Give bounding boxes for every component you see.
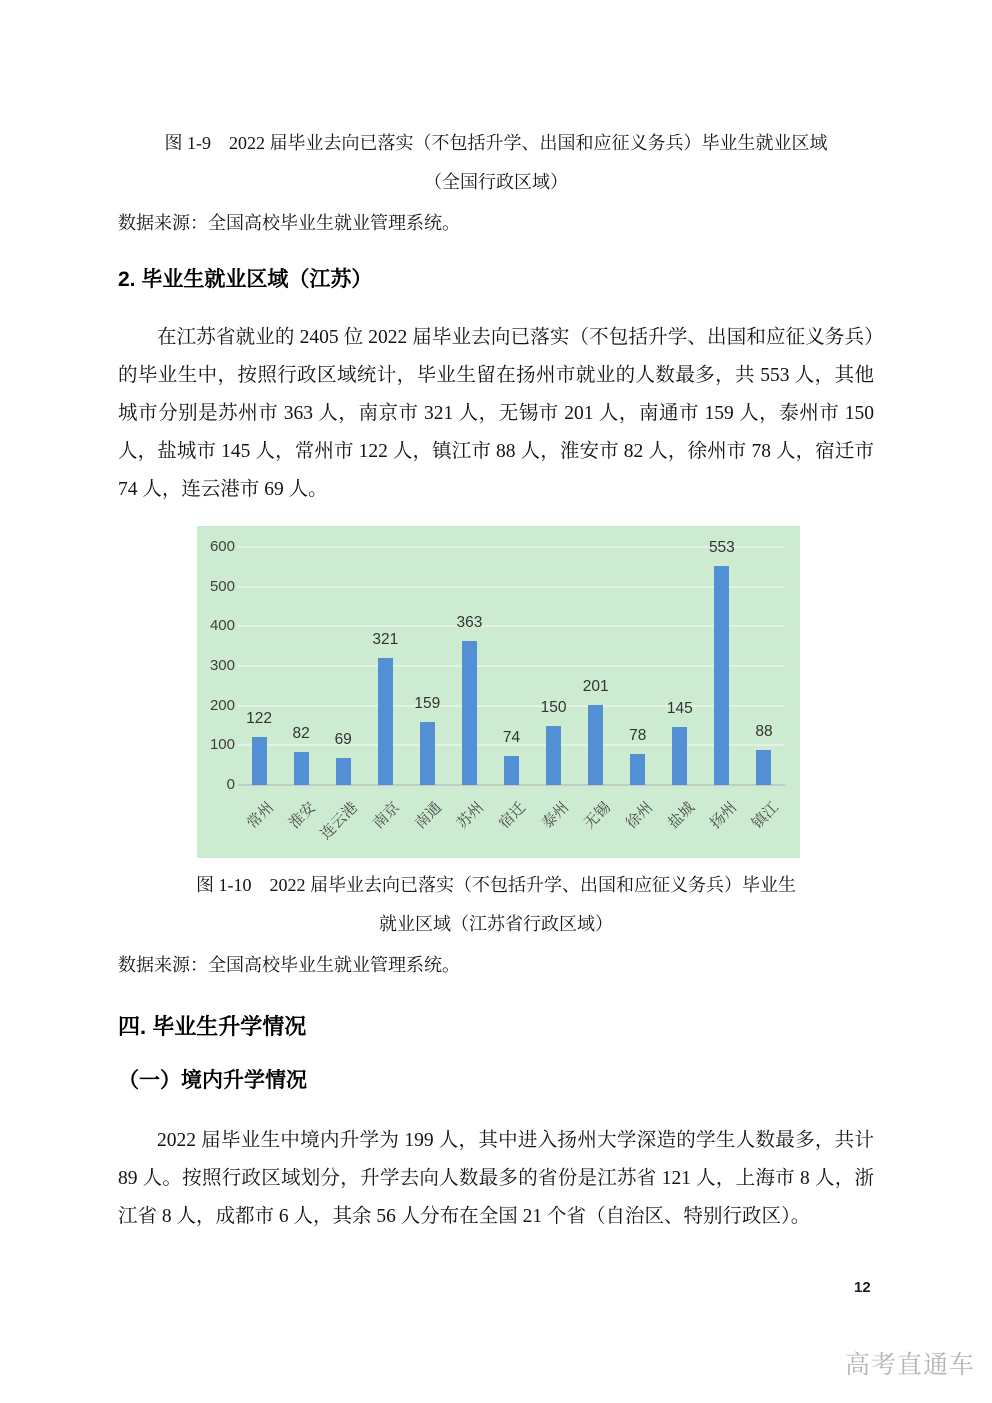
x-category-label: 宿迁 (496, 799, 530, 833)
bar (714, 566, 729, 785)
x-category-label: 连云港 (317, 799, 362, 843)
bar (546, 726, 561, 786)
bar-value-label: 82 (292, 725, 310, 743)
x-category-label: 扬州 (706, 799, 740, 833)
bar (630, 754, 645, 785)
x-category-label: 淮安 (285, 799, 320, 833)
x-category-label: 苏州 (454, 799, 488, 833)
page-number: 12 (854, 1279, 871, 1296)
bar-value-label: 145 (666, 700, 693, 718)
figure-1-10-caption-line2: 就业区域（江苏省行政区域） (379, 914, 613, 934)
figure-1-9-caption-line1: 图 1-9 2022 届毕业去向已落实（不包括升学、出国和应征义务兵）毕业生就业区域 (164, 133, 828, 153)
y-gridline (238, 586, 785, 588)
bar (504, 756, 519, 785)
figure-1-9-caption-line2: （全国行政区域） (424, 172, 568, 192)
y-tick-label: 100 (209, 736, 235, 754)
x-category-label: 无锡 (580, 799, 614, 833)
bar-value-label: 553 (708, 538, 735, 556)
jiangsu-employment-bar-chart (197, 526, 800, 858)
x-category-label: 泰州 (538, 799, 572, 833)
bar (336, 758, 351, 785)
bar-value-label: 321 (372, 630, 399, 648)
x-category-label: 镇江 (748, 799, 782, 833)
bar-value-label: 363 (456, 614, 483, 631)
x-category-label: 盐城 (664, 799, 698, 833)
bar (252, 737, 267, 785)
bar-value-label: 69 (334, 730, 352, 748)
bar-value-label: 150 (540, 698, 567, 716)
y-tick-label: 0 (226, 776, 235, 793)
bar (462, 641, 477, 785)
bar (672, 727, 687, 785)
bar-value-label: 78 (629, 727, 647, 745)
bar (378, 658, 393, 785)
figure-1-10-caption-line1: 图 1-10 2022 届毕业去向已落实（不包括升学、出国和应征义务兵）毕业生 (196, 875, 796, 895)
y-gridline (238, 665, 785, 667)
x-category-label: 南通 (412, 799, 446, 833)
bar-value-label: 88 (755, 723, 773, 741)
figure-1-10-caption (118, 866, 874, 944)
section-heading-further-study: 四. 毕业生升学情况 (118, 1014, 307, 1039)
domestic-study-paragraph: 2022 届毕业生中境内升学为 199 人，其中进入扬州大学深造的学生人数最多，共计 89 人。按照行政区域划分，升学去向人数最多的省份是江苏省 121 人，上海市 8 人，浙江省 8 人，成都市 6 人，其余 56 人分布在全国 21 个省（自治区、特别行政区）。 (118, 1130, 874, 1227)
section-heading-employment-region-jiangsu: 2. 毕业生就业区域（江苏） (118, 268, 373, 291)
bar (756, 750, 771, 785)
bar (294, 752, 309, 785)
bar-value-label: 74 (502, 728, 521, 746)
x-category-label: 徐州 (622, 799, 656, 833)
y-gridline (238, 625, 785, 627)
watermark-gaokao-zhitongche: 高考直通车 (845, 1351, 976, 1379)
bar-value-label: 159 (414, 694, 441, 712)
y-tick-label: 500 (209, 577, 235, 595)
x-category-label: 常州 (243, 799, 278, 833)
y-tick-label: 200 (209, 696, 235, 714)
figure-1-9-caption (118, 124, 874, 202)
y-tick-label: 300 (209, 657, 235, 674)
subsection-heading-domestic-study: （一）境内升学情况 (118, 1069, 307, 1092)
x-category-label: 南京 (370, 799, 404, 833)
bar-value-label: 201 (582, 678, 609, 696)
data-source-note-top: 数据来源：全国高校毕业生就业管理系统。 (118, 213, 460, 233)
bar (420, 722, 435, 785)
data-source-note-bottom: 数据来源：全国高校毕业生就业管理系统。 (118, 955, 460, 975)
y-tick-label: 400 (209, 617, 235, 635)
bar-value-label: 122 (246, 709, 272, 727)
y-tick-label: 600 (209, 538, 235, 555)
employment-region-paragraph: 在江苏省就业的 2405 位 2022 届毕业去向已落实（不包括升学、出国和应征义务兵）的毕业生中，按照行政区域统计，毕业生留在扬州市就业的人数最多，共 553 人，其他城市分别是苏州市 363 人，南京市 321 人，无锡市 201 人，南通市 159 人，泰州市 150 人，盐城市 145 人，常州市 122 人，镇江市 88 人，淮安市 82 人，徐州市 78 人，宿迁市 74 人，连云港市 69 人。 (118, 327, 874, 500)
bar (588, 705, 603, 785)
